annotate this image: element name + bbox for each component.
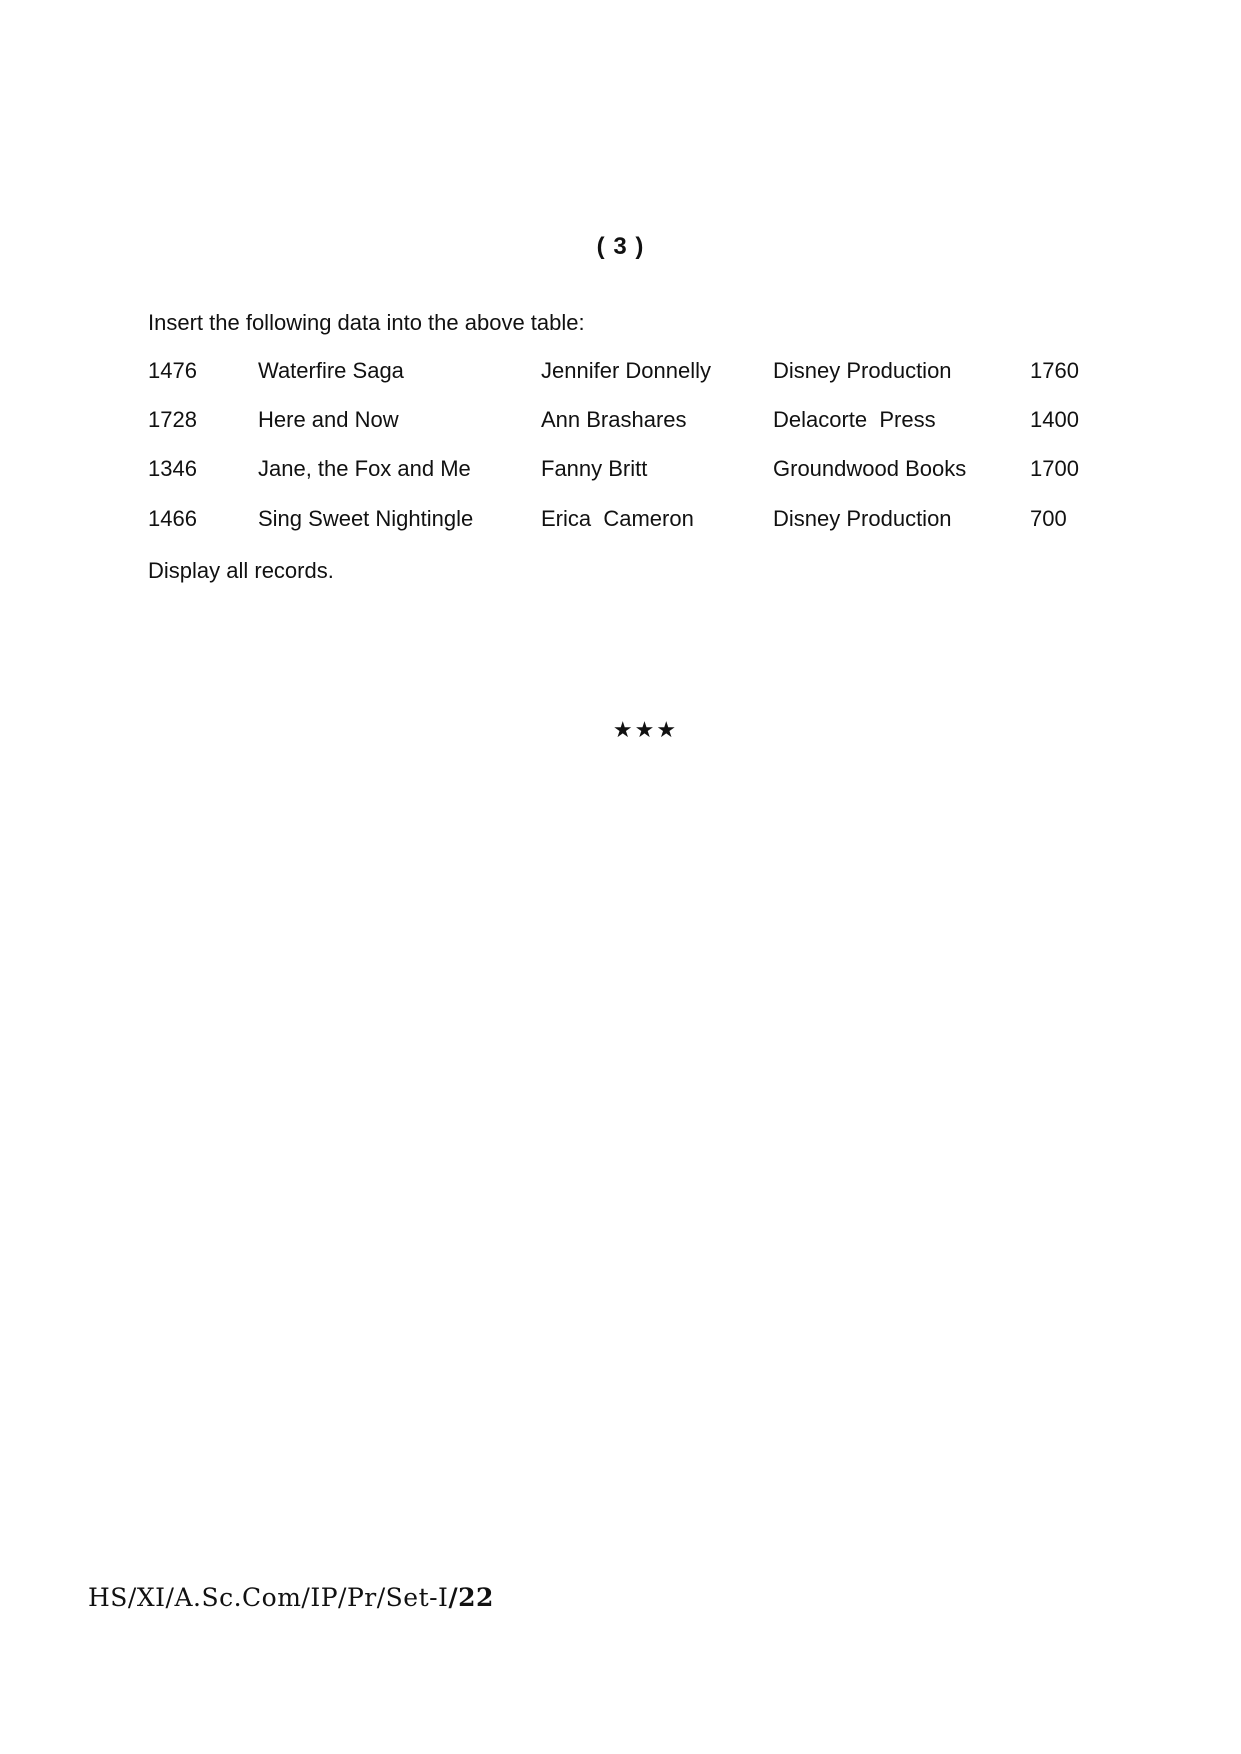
row-title: Waterfire Saga — [258, 358, 404, 383]
row-title: Jane, the Fox and Me — [258, 456, 471, 481]
footer-code-suffix: /22 — [448, 1583, 494, 1612]
row-id: 1466 — [148, 506, 197, 531]
row-id: 1476 — [148, 358, 197, 383]
row-price: 1400 — [1030, 407, 1079, 432]
row-publisher: Delacorte Press — [773, 407, 936, 432]
row-publisher: Disney Production — [773, 506, 952, 531]
insert-instruction: Insert the following data into the above table: — [148, 310, 585, 335]
data-row-2 — [148, 407, 1128, 437]
data-row-3 — [148, 456, 1128, 486]
row-author: Jennifer Donnelly — [541, 358, 711, 383]
row-author: Erica Cameron — [541, 506, 694, 531]
row-price: 700 — [1030, 506, 1067, 531]
row-title: Sing Sweet Nightingle — [258, 506, 474, 531]
footer-paper-code — [88, 1583, 494, 1612]
row-price: 1700 — [1030, 456, 1079, 481]
end-stars-marker: ★★★ — [612, 717, 679, 742]
row-title: Here and Now — [258, 407, 399, 432]
row-publisher: Disney Production — [773, 358, 952, 383]
footer-code-prefix: HS/XI/A.Sc.Com/IP/Pr/Set-I — [88, 1583, 449, 1612]
row-id: 1728 — [148, 407, 197, 432]
row-author: Ann Brashares — [541, 407, 687, 432]
row-id: 1346 — [148, 456, 197, 481]
page-number: ( 3 ) — [596, 233, 645, 260]
display-instruction: Display all records. — [148, 558, 334, 583]
row-price: 1760 — [1030, 358, 1079, 383]
row-publisher: Groundwood Books — [773, 456, 967, 481]
data-row-1 — [148, 358, 1128, 388]
data-row-4 — [148, 506, 1128, 536]
row-author: Fanny Britt — [541, 456, 648, 481]
